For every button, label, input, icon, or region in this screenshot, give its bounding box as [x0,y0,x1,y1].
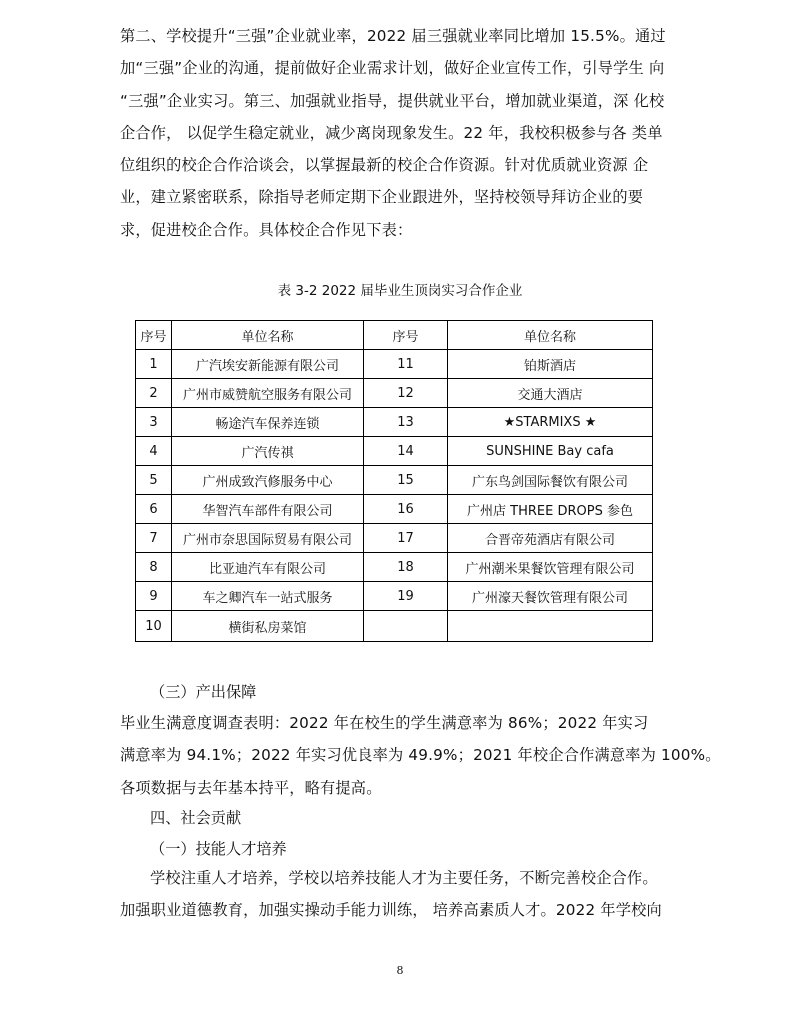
text-line: 毕业生满意度调查表明：2022 年在校生的学生满意率为 86%；2022 年实习 [120,714,649,732]
table-cell: 9 [136,582,172,611]
table-cell: 13 [364,408,448,437]
table-cell: 10 [136,611,172,642]
table-row [136,408,653,437]
table-cell: 广东鸟剑国际餐饮有限公司 [448,466,653,495]
table-cell: 11 [364,350,448,379]
table-cell: 广州市威赞航空服务有限公司 [172,379,364,408]
table-cell: 3 [136,408,172,437]
section-heading-output: （三）产出保障 [150,683,257,701]
table-cell: 畅途汽车保养连锁 [172,408,364,437]
table-cell: 广州市奈思国际贸易有限公司 [172,524,364,553]
table-cell: 广州成致汽修服务中心 [172,466,364,495]
table-cell: 7 [136,524,172,553]
table-cell: 19 [364,582,448,611]
table-row [136,350,653,379]
table-cell: 广州店 THREE DROPS 参色 [448,495,653,524]
table-cell: 交通大酒店 [448,379,653,408]
table-cell: 铂斯酒店 [448,350,653,379]
text-line: 位组织的校企合作洽谈会，以掌握最新的校企合作资源。针对优质就业资源 企 [120,156,649,175]
table-cell: 8 [136,553,172,582]
table-cell: 16 [364,495,448,524]
header-cell: 序号 [364,321,448,350]
table-cell: 14 [364,437,448,466]
table-row [136,524,653,553]
text-line: 企合作， 以促学生稳定就业，减少离岗现象发生。22 年，我校积极参与各 类单 [120,123,663,142]
paragraph-output [120,707,721,804]
paragraph-intro [120,20,680,246]
table-cell: 17 [364,524,448,553]
table-row [136,611,653,642]
text-line: 满意率为 94.1%；2022 年实习优良率为 49.9%；2021 年校企合作满意率为 100%。 [120,746,721,765]
text-line: “三强”企业实习。第三、加强就业指导，提供就业平台，增加就业渠道，深 化校 [120,91,665,110]
text-line: 各项数据与去年基本持平，略有提高。 [120,778,382,797]
table-cell: 横街私房菜馆 [172,611,364,642]
table-cell [448,611,653,642]
table-cell: 广汽埃安新能源有限公司 [172,350,364,379]
table-header-row [136,321,653,350]
table-row [136,553,653,582]
table-caption: 表 3-2 2022 届毕业生顶岗实习合作企业 [277,283,523,299]
table-cell: 12 [364,379,448,408]
table-cell: 广州濠天餐饮管理有限公司 [448,582,653,611]
table-cell: ★STARMIXS ★ [448,408,653,437]
table-row [136,437,653,466]
text-line: 第二、学校提升“三强”企业就业率，2022 届三强就业率同比增加 15.5%。通过 [120,27,666,45]
table-cell: 广汽传祺 [172,437,364,466]
table-cell: 2 [136,379,172,408]
header-cell: 单位名称 [448,321,653,350]
table-cell: 比亚迪汽车有限公司 [172,553,364,582]
partner-companies-table [135,320,653,642]
text-line: 业，建立紧密联系，除指导老师定期下企业跟进外，坚持校领导拜访企业的要 [120,188,644,207]
table-cell: 1 [136,350,172,379]
table-row [136,495,653,524]
table-cell: 合晋帝苑酒店有限公司 [448,524,653,553]
subsection-heading-talent: （一）技能人才培养 [150,840,287,858]
table-cell: 5 [136,466,172,495]
table-cell [364,611,448,642]
header-cell: 序号 [136,321,172,350]
table-cell: 车之卿汽车一站式服务 [172,582,364,611]
table-cell: 广州潮米果餐饮管理有限公司 [448,553,653,582]
table-cell: 4 [136,437,172,466]
table-cell: SUNSHINE Bay cafa [448,437,653,466]
table-row [136,466,653,495]
text-line: 加强职业道德教育，加强实操动手能力训练， 培养高素质人才。2022 年学校向 [120,901,662,920]
table-cell: 15 [364,466,448,495]
table-row [136,379,653,408]
header-cell: 单位名称 [172,321,364,350]
text-line: 加“三强”企业的沟通，提前做好企业需求计划，做好企业宣传工作，引导学生 向 [120,59,665,78]
table-cell: 6 [136,495,172,524]
text-line: 求，促进校企合作。具体校企合作见下表： [120,220,413,239]
section-heading-social: 四、社会贡献 [150,809,242,827]
page-number: 8 [396,964,404,977]
table-cell: 华智汽车部件有限公司 [172,495,364,524]
paragraph-talent [120,862,680,927]
table-cell: 18 [364,553,448,582]
table-row [136,582,653,611]
text-line: 学校注重人才培养，学校以培养技能人才为主要任务，不断完善校企合作。 [150,869,658,887]
